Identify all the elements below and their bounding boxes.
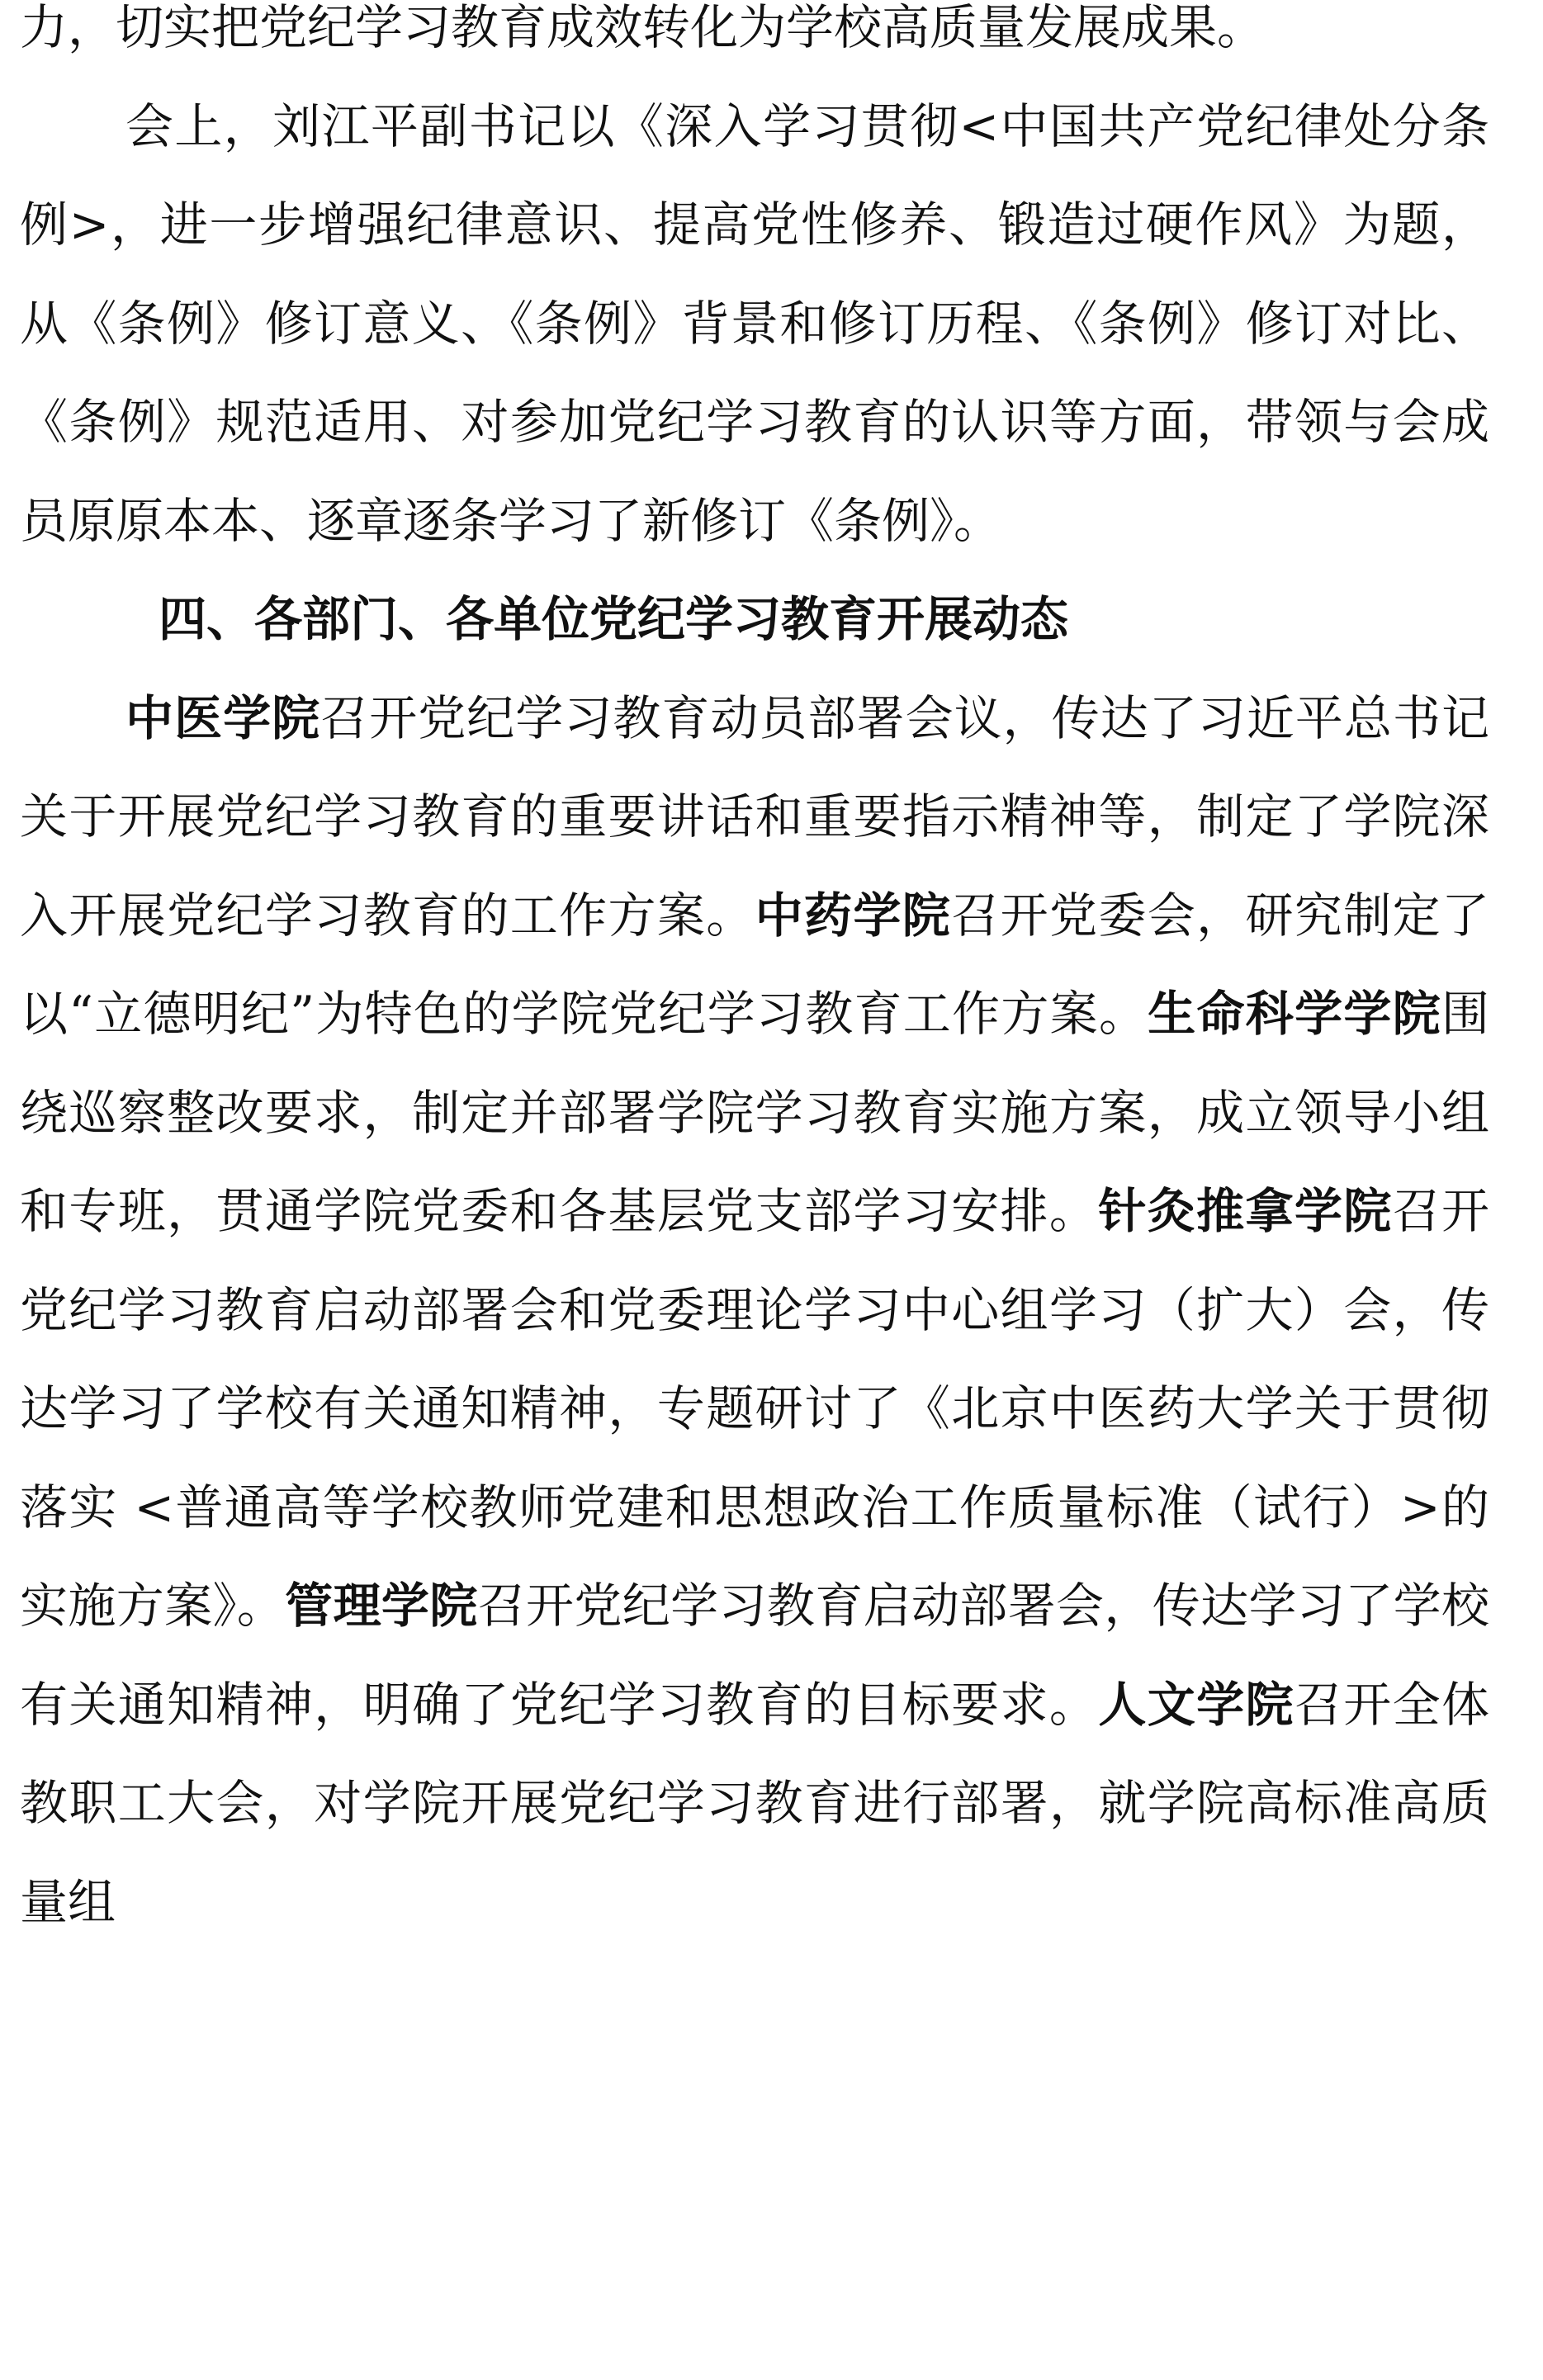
unit-name-life-sciences-school: 生命科学学院: [1148, 986, 1441, 1042]
unit-name-tcm-school: 中医学院: [125, 689, 321, 746]
section-heading: 四、各部门、各单位党纪学习教育开展动态: [159, 591, 1069, 647]
unit-name-pharmacy-school: 中药学院: [755, 887, 952, 944]
unit-text-humanities-school: 召开全体教职工大会，对学院开展党纪学习教育进行部署，就学院高标准高质量组: [20, 1676, 1489, 1930]
unit-text-pharmacy-school: 召开党委会，研究制定了以“立德明纪”为特色的学院党纪学习教育工作方案。: [20, 887, 1489, 1042]
document-page: [20, 0, 1489, 1952]
unit-text-life-sciences-school: 围绕巡察整改要求，制定并部署学院学习教育实施方案，成立领导小组和专班，贯通学院党委和各基层党支部学习安排。: [20, 986, 1489, 1239]
paragraph-unit-updates: [20, 670, 1489, 1952]
paragraph-meeting-summary: 会上，刘江平副书记以《深入学习贯彻<中国共产党纪律处分条例>，进一步增强纪律意识、提高党性修养、锻造过硬作风》为题，从《条例》修订意义、《条例》背景和修订历程、《条例》修订对比、《条例》规范适用、对参加党纪学习教育的认识等方面，带领与会成员原原本本、逐章逐条学习了新修订《条例》。: [20, 97, 1489, 549]
unit-text-management-school: 召开党纪学习教育启动部署会，传达学习了学校有关通知精神，明确了党纪学习教育的目标要求。: [20, 1578, 1489, 1733]
paragraph-continuation: 力，切实把党纪学习教育成效转化为学校高质量发展成果。: [20, 0, 1266, 55]
unit-text-tcm-school: 召开党纪学习教育动员部署会议，传达了习近平总书记关于开展党纪学习教育的重要讲话和重要指示精神等，制定了学院深入开展党纪学习教育的工作方案。: [20, 689, 1489, 944]
unit-name-acupuncture-school: 针灸推拿学院: [1098, 1183, 1393, 1239]
unit-name-management-school: 管理学院: [285, 1578, 478, 1634]
unit-name-humanities-school: 人文学院: [1098, 1676, 1295, 1733]
unit-text-acupuncture-school: 召开党纪学习教育启动部署会和党委理论学习中心组学习（扩大）会，传达学习了学校有关通知精神，专题研讨了《北京中医药大学关于贯彻落实 <普通高等学校教师党建和思想政治工作质量标准（试行）>的实施方案》。: [20, 1183, 1489, 1634]
